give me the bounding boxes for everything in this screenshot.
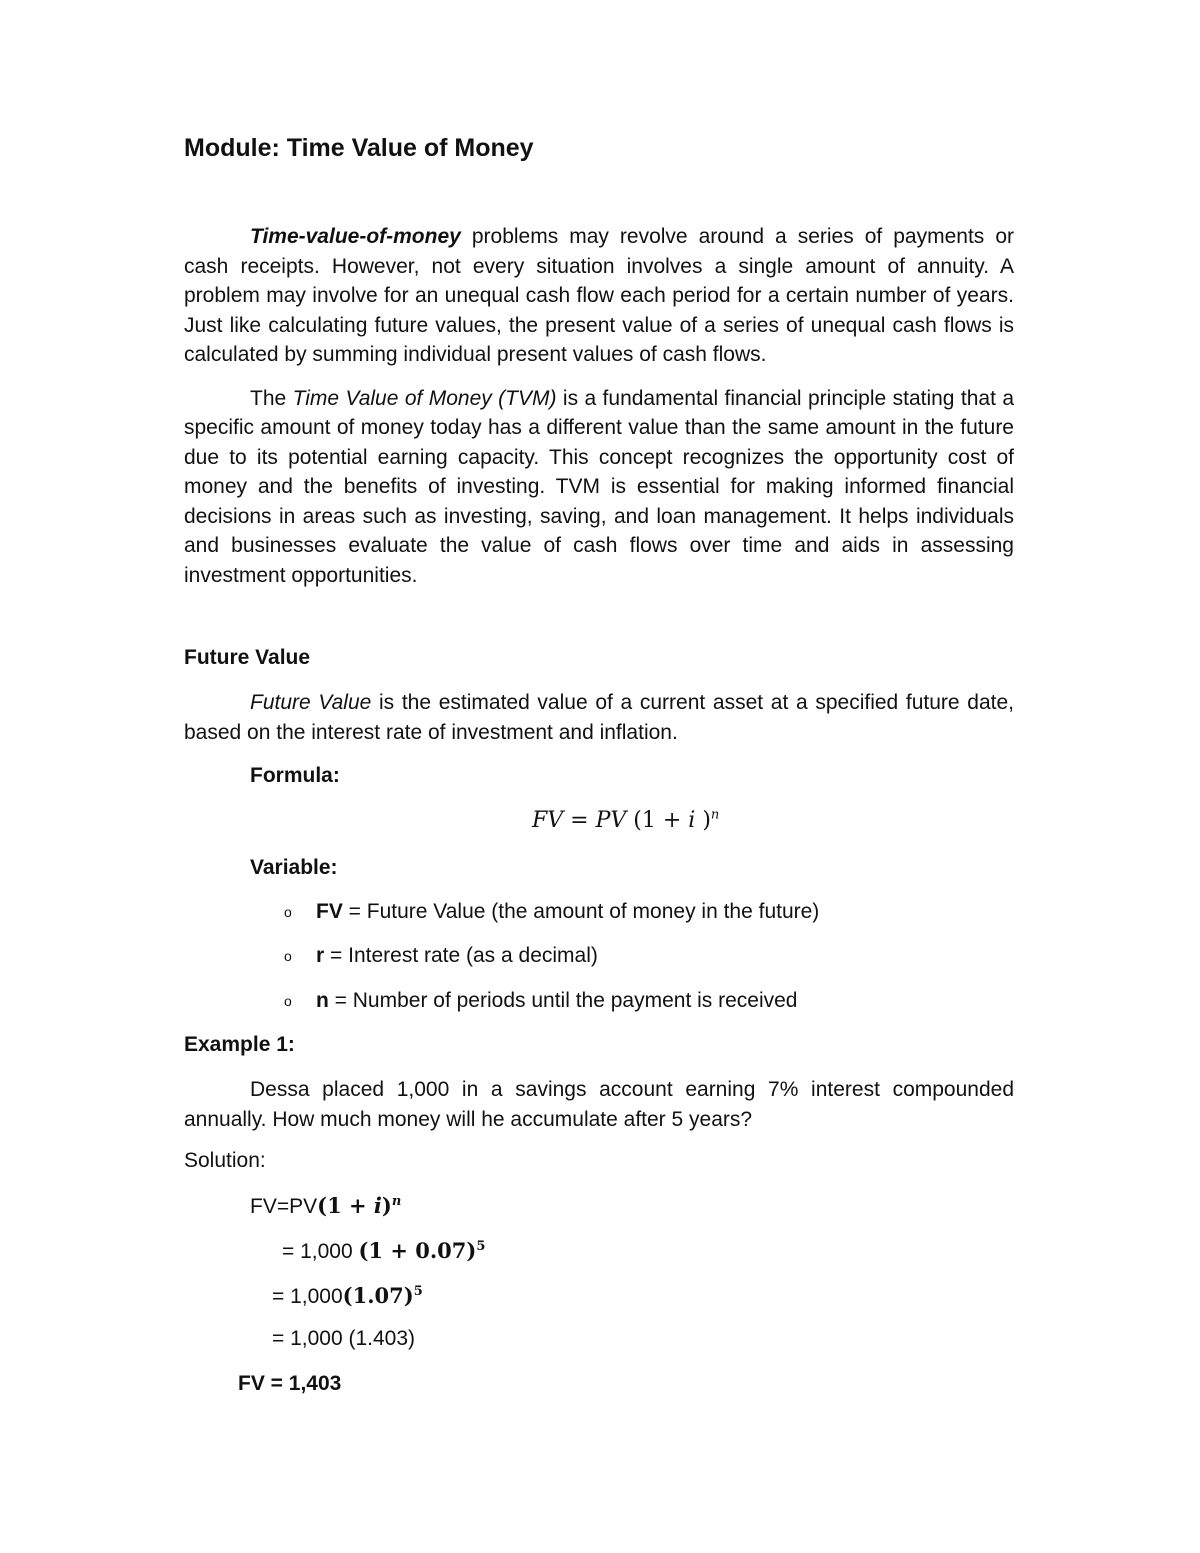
variable-name: FV: [316, 900, 343, 923]
solution-step-1: $FV=PV(1 + i)^n$: [250, 1193, 402, 1218]
intro-paragraph-1-text: problems may revolve around a series of payments or cash receipts. However, not every situation involves a single amount of annuity. A problem may involve for an unequal cash flow each period for a certain number of years. Just like calculating future values, the present value of a series of unequal cash flows is calculated by summing individual present values of cash flows.: [184, 225, 1014, 366]
example-1-heading: Example 1:: [184, 1033, 295, 1056]
example-1-result: FV = 1,403: [238, 1372, 342, 1395]
variable-description: = Number of periods until the payment is received: [328, 989, 798, 1012]
solution-label: Solution:: [184, 1149, 266, 1172]
example-1-problem: Dessa placed 1,000 in a savings account earning 7% interest compounded annually. How much money will he accumulate after 5 years?: [184, 1078, 1014, 1131]
intro-paragraph-2-lead: The: [250, 386, 293, 410]
tvm-term-italic: Time Value of Money (TVM): [292, 386, 557, 410]
future-value-term: Future Value: [250, 691, 372, 714]
variable-label: Variable:: [250, 856, 338, 879]
variable-name: n: [316, 989, 329, 1012]
intro-paragraph-1: [184, 222, 1014, 370]
solution-step-4: = 1,000 (1.403): [272, 1327, 416, 1350]
formula-label: Formula:: [250, 764, 340, 787]
intro-paragraph-2-text: is a fundamental financial principle stating that a specific amount of money today has a different value than the same amount in the future due to its potential earning capacity. This concept recognizes the opportunity cost of money and the benefits of investing. TVM is essential for making informed financial decisions in areas such as investing, saving, and loan management. It helps individuals and businesses evaluate the value of cash flows over time and aids in assessing investment opportunities.: [184, 386, 1015, 587]
solution-step-3: = $1,000(1.07)^5$: [272, 1283, 423, 1308]
future-value-formula: [532, 808, 719, 833]
variable-description: = Interest rate (as a decimal): [324, 944, 598, 967]
intro-paragraph-2: [184, 384, 1014, 591]
variable-description: = Future Value (the amount of money in the future): [342, 900, 820, 923]
bullet-marker: o: [284, 904, 292, 920]
future-value-definition-text: is the estimated value of a current asset at a specified future date, based on the interest rate of investment and inflation.: [184, 691, 1014, 744]
tvm-term-bold: Time-value-of-money: [250, 225, 461, 248]
formula-equals: =: [563, 808, 596, 833]
page-title: Module: Time Value of Money: [184, 134, 534, 162]
formula-open: (1 +: [626, 808, 689, 833]
formula-close: ): [695, 808, 711, 833]
formula-lhs: FV: [532, 808, 564, 833]
intro-section: [184, 222, 1014, 590]
variable-name: r: [316, 944, 325, 967]
bullet-marker: o: [284, 948, 292, 964]
formula-i: i: [688, 808, 696, 833]
bullet-marker: o: [284, 993, 292, 1009]
future-value-definition: [184, 688, 1014, 747]
solution-step-2: = 1,000 $(1 + 0.07)^5$: [282, 1238, 486, 1263]
formula-exponent: n: [710, 807, 720, 823]
future-value-heading: Future Value: [184, 646, 311, 669]
formula-pv: PV: [595, 808, 627, 833]
